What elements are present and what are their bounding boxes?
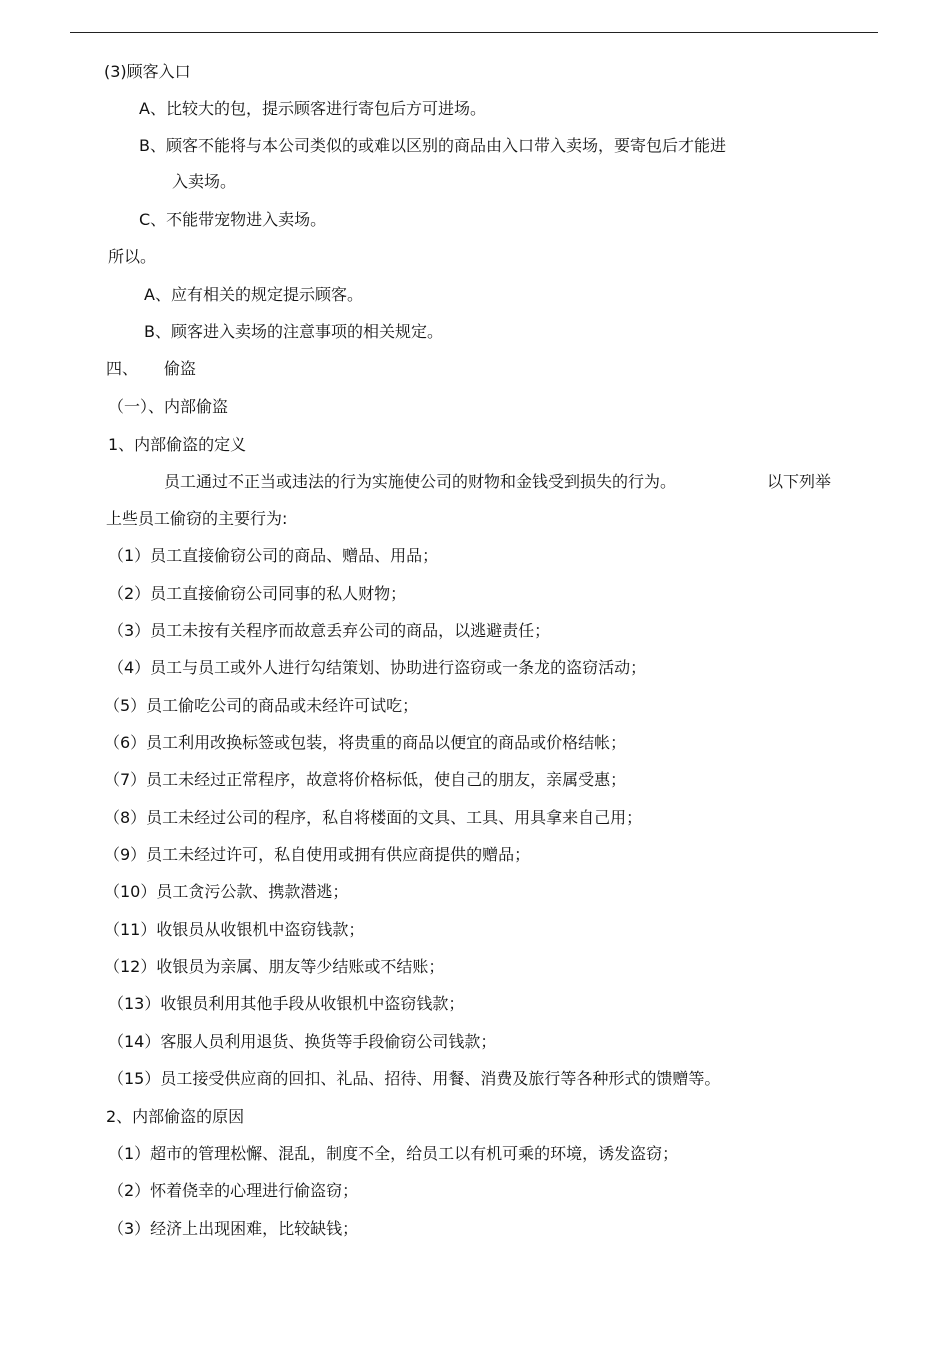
subsection-heading: 2、内部偷盗的原因 (106, 1107, 245, 1126)
list-item: （8）员工未经过公司的程序，私自将楼面的文具、工具、用具拿来自己用； (104, 808, 643, 827)
list-item: （14）客服人员利用退货、换货等手段偷窃公司钱款； (108, 1032, 497, 1051)
subsection-heading: （一）、内部偷盗 (108, 397, 229, 416)
list-item: （1）员工直接偷窃公司的商品、赠品、用品； (108, 546, 439, 565)
paragraph: 所以。 (108, 247, 157, 266)
list-item: （7）员工未经过正常程序，故意将价格标低，使自己的朋友，亲属受惠； (104, 770, 627, 789)
list-item: （2）怀着侥幸的心理进行偷盗窃； (108, 1181, 359, 1200)
list-item: A、比较大的包，提示顾客进行寄包后方可进场。 (139, 99, 486, 118)
list-item: B、顾客不能将与本公司类似的或难以区别的商品由入口带入卖场，要寄包后才能进 (139, 136, 726, 155)
section-number: 四、 (106, 359, 139, 378)
list-item: （3）员工未按有关程序而故意丢弃公司的商品，以逃避责任； (108, 621, 551, 640)
list-item: （13）收银员利用其他手段从收银机中盗窃钱款； (108, 994, 465, 1013)
list-item: A、应有相关的规定提示顾客。 (144, 285, 363, 304)
list-item: （2）员工直接偷窃公司同事的私人财物； (108, 584, 407, 603)
list-item: C、不能带宠物进入卖场。 (139, 210, 327, 229)
list-item: （12）收银员为亲属、朋友等少结账或不结账； (104, 957, 445, 976)
paragraph-tail: 以下列举 (767, 472, 832, 491)
list-item: （11）收银员从收银机中盗窃钱款； (104, 920, 365, 939)
list-item: （10）员工贪污公款、携款潜逃； (104, 882, 349, 901)
paragraph: 员工通过不正当或违法的行为实施使公司的财物和金钱受到损失的行为。 (164, 472, 677, 491)
list-item: （1）超市的管理松懈、混乱，制度不全，给员工以有机可乘的环境，诱发盗窃； (108, 1144, 679, 1163)
list-item: （9）员工未经过许可，私自使用或拥有供应商提供的赠品； (104, 845, 531, 864)
list-item: （15）员工接受供应商的回扣、礼品、招待、用餐、消费及旅行等各种形式的馈赠等。 (108, 1069, 721, 1088)
subsection-heading: 1、内部偷盗的定义 (108, 435, 247, 454)
list-item: （3）经济上出现困难，比较缺钱； (108, 1219, 359, 1238)
section-title: 偷盗 (164, 359, 197, 378)
header-rule (70, 32, 878, 33)
subsection-heading: (3)顾客入口 (104, 62, 191, 81)
list-item: B、顾客进入卖场的注意事项的相关规定。 (144, 322, 443, 341)
list-item: （6）员工利用改换标签或包装，将贵重的商品以便宜的商品或价格结帐； (104, 733, 627, 752)
paragraph: 上些员工偷窃的主要行为: (106, 509, 288, 528)
list-item: （4）员工与员工或外人进行勾结策划、协助进行盗窃或一条龙的盗窃活动； (108, 658, 647, 677)
list-item: （5）员工偷吃公司的商品或未经许可试吃； (104, 696, 419, 715)
list-item-continuation: 入卖场。 (172, 172, 237, 191)
